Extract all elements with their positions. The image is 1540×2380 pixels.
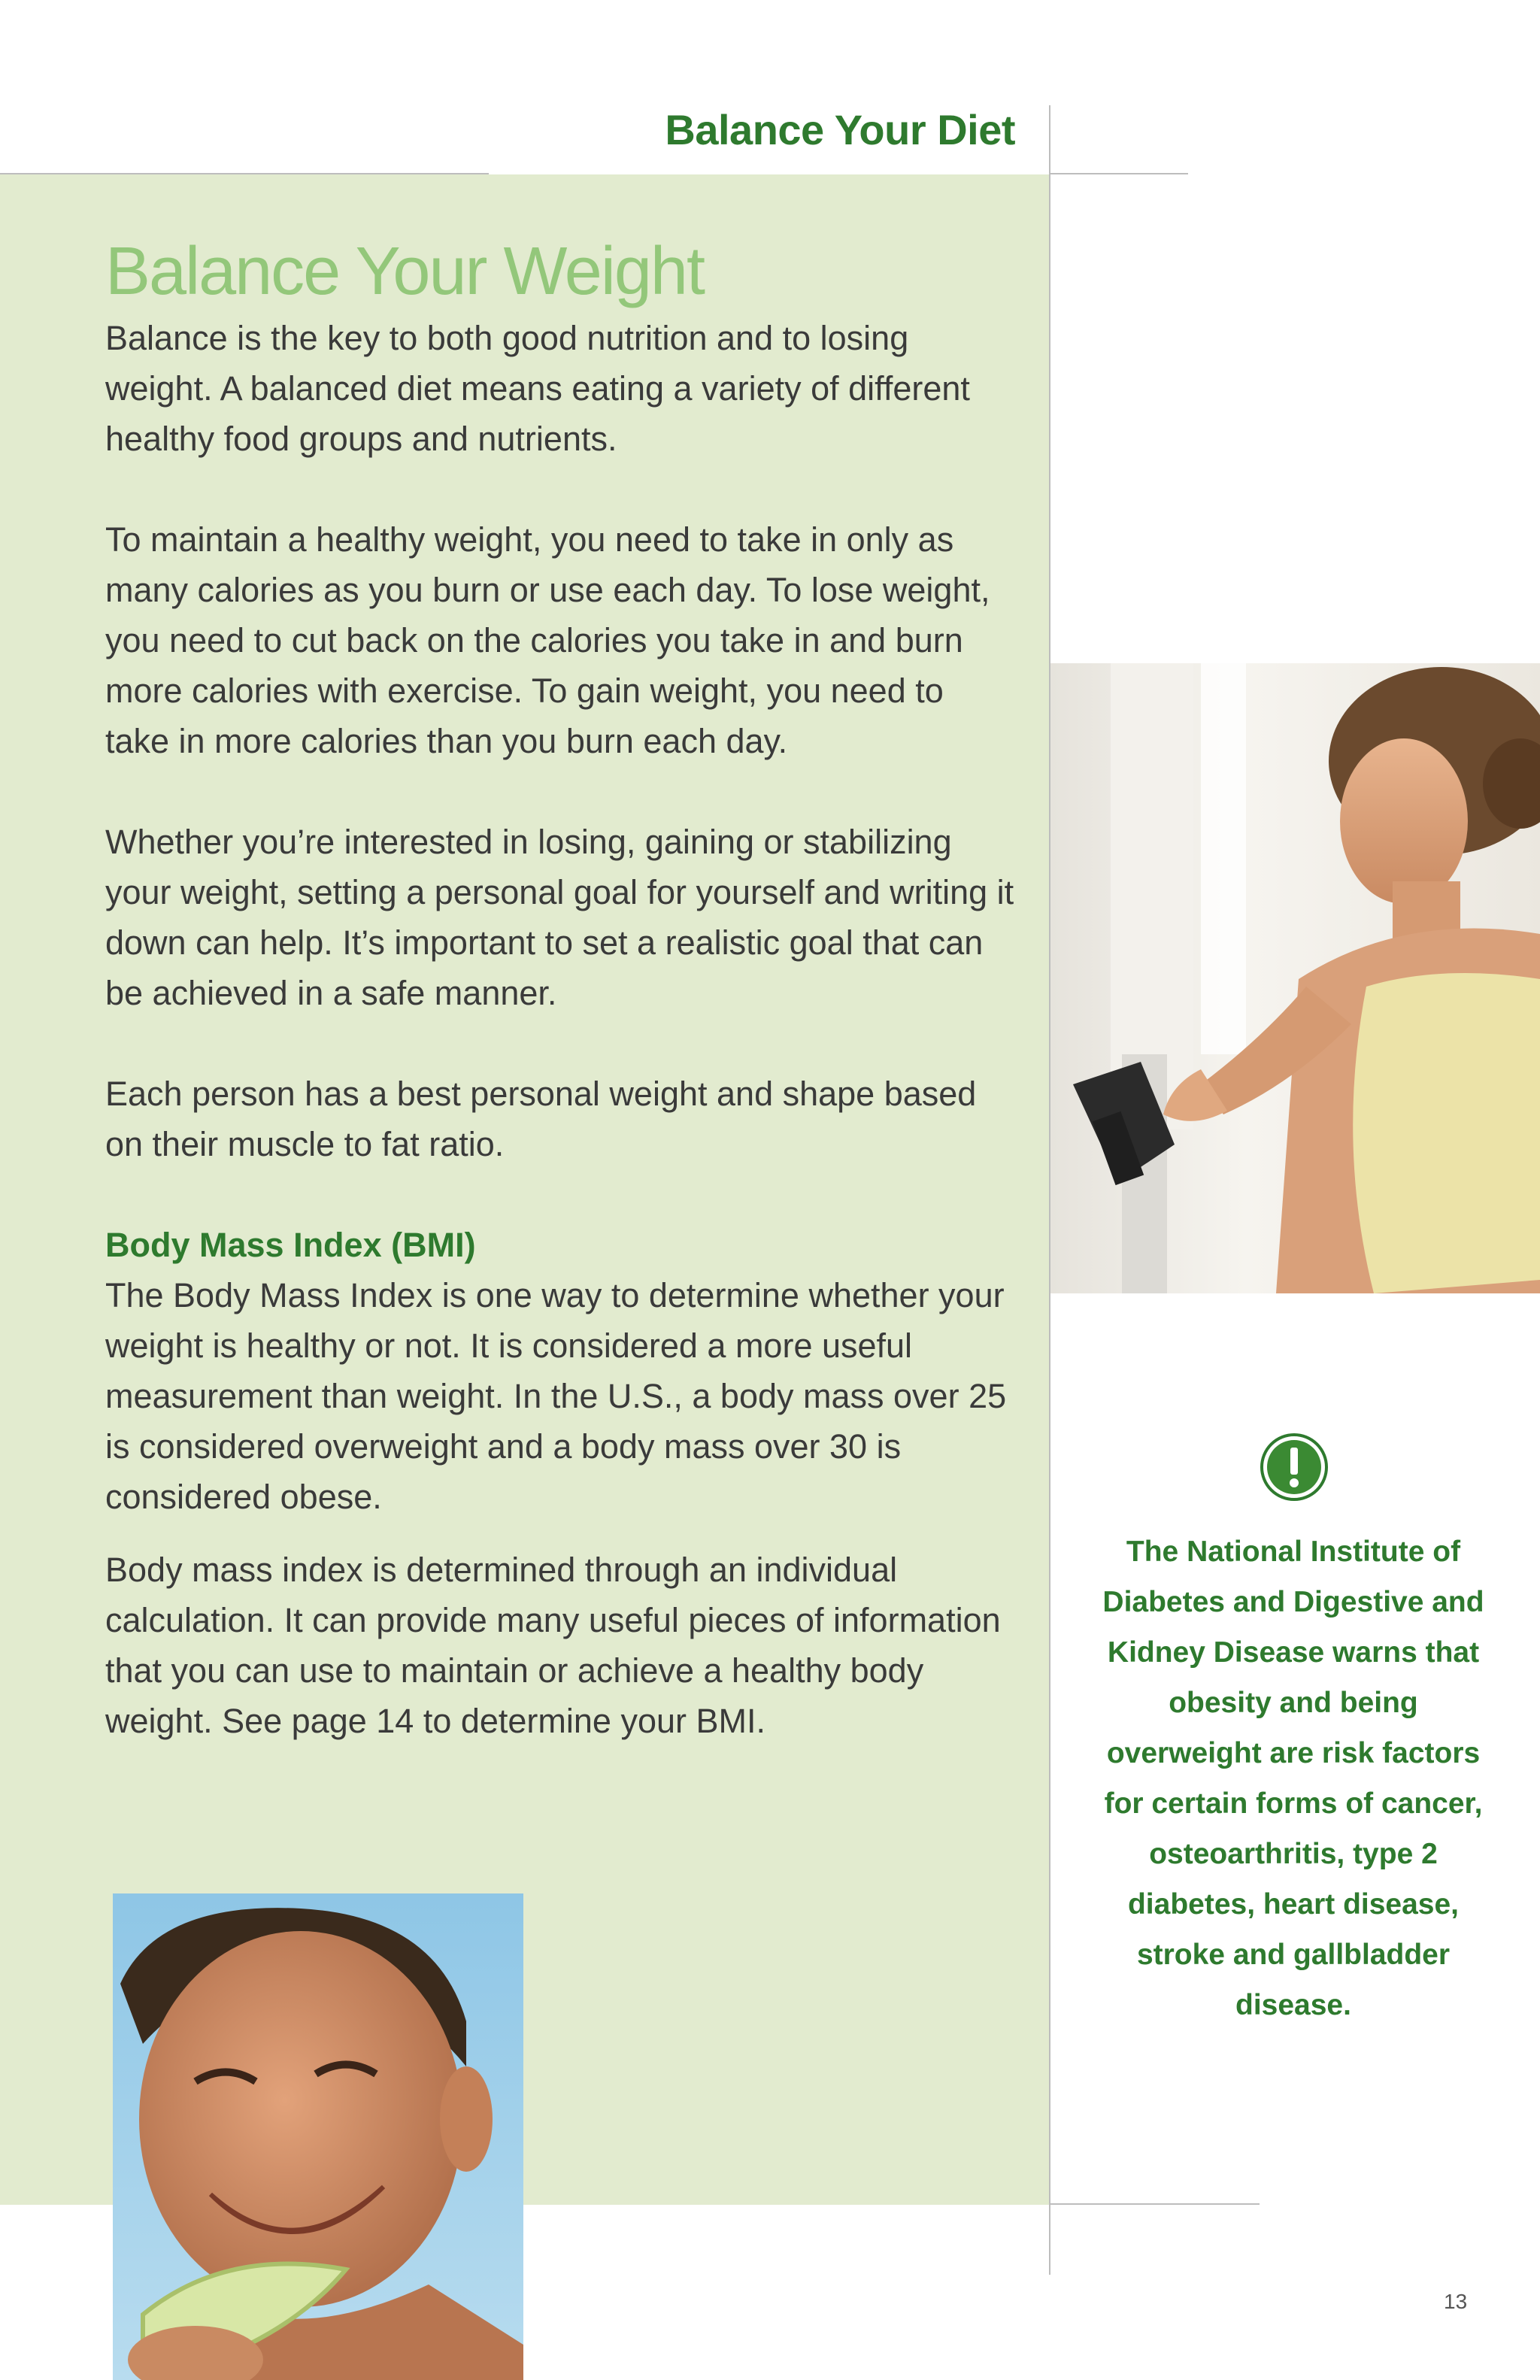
paragraph-bmi-definition: The Body Mass Index is one way to determine whether your weight is healthy or not. It is considered a more useful measurement than weight. In the U.S., a body mass over 25 is considered overweight and a body mass over 30 is considered obese. — [105, 1276, 1007, 1516]
paragraph-balance: Balance is the key to both good nutrition and to losing weight. A balanced diet means eating a variety of different healthy food groups and nutrients. — [105, 319, 970, 458]
paragraph-shape: Each person has a best personal weight and shape based on their muscle to fat ratio. — [105, 1075, 977, 1163]
main-content — [105, 226, 1015, 1796]
paragraph-bmi-calculation: Body mass index is determined through an individual calculation. It can provide many useful pieces of information that you can use to maintain or achieve a healthy body weight. See page 14 to determine your BMI. — [105, 1551, 1001, 1740]
header-rule-right — [1049, 173, 1188, 174]
section-title: Balance Your Diet — [665, 106, 1015, 153]
photo-man-eating-melon — [113, 1893, 523, 2380]
page-number: 13 — [1444, 2290, 1468, 2313]
footer-rule — [1049, 2203, 1260, 2205]
bmi-heading: Body Mass Index (BMI) — [105, 1226, 476, 1264]
page-title: Balance Your Weight — [105, 234, 704, 309]
paragraph-calories: To maintain a healthy weight, you need to take in only as many calories as you burn or use each day. To lose weight, you need to cut back on the calories you take in and burn more calories with exercise. To gain weight, you need to take in more calories than you burn each day. — [105, 520, 990, 760]
exclamation-icon — [1260, 1433, 1329, 1502]
sidebar-health-note: The National Institute of Diabetes and Digestive and Kidney Disease warns that obesity and being overweight are risk factors for certain forms of cancer, osteoarthritis, type 2 diabetes, heart disease, stroke and gallbladder disease. — [1102, 1536, 1484, 2021]
photo-woman-on-scale — [1050, 663, 1540, 1293]
paragraph-goal: Whether you’re interested in losing, gaining or stabilizing your weight, setting a personal goal for yourself and writing it down can help. It’s important to set a realistic goal that can be achieved in a safe manner. — [105, 823, 1014, 1012]
